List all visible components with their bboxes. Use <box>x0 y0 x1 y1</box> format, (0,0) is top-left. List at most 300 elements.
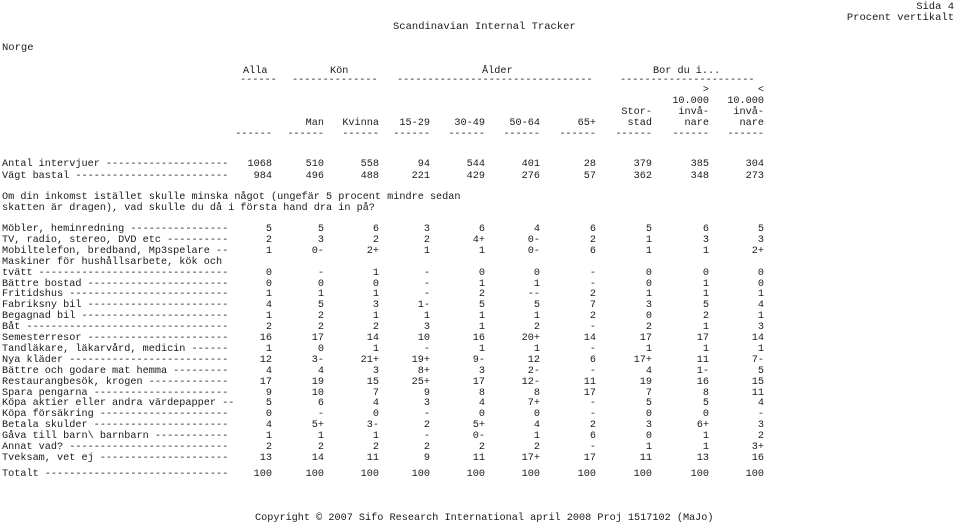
table-row-cell: 1- <box>696 365 709 377</box>
table-row-cell: - <box>423 343 430 355</box>
table-row-cell: 1 <box>478 311 485 323</box>
base-row-cell: 385 <box>690 159 709 170</box>
column-rule-1: ------ <box>287 129 324 140</box>
table-row-cell: 5 <box>757 224 764 235</box>
table-row-cell: 3+ <box>751 442 764 453</box>
base-row-cell: 429 <box>466 171 485 182</box>
table-row-cell: 10 <box>311 387 324 399</box>
table-row-cell: 2 <box>317 311 324 323</box>
table-row-cell: 4 <box>645 365 652 377</box>
table-row-cell: 8+ <box>417 365 430 377</box>
table-row-cell: 0- <box>472 431 485 443</box>
table-row-cell: 1 <box>478 343 485 355</box>
group-rule-alla: ------ <box>240 75 277 86</box>
table-row-cell: 3 <box>645 420 652 432</box>
table-row-cell: 3 <box>757 420 764 432</box>
table-row-cell: 1 <box>265 311 272 323</box>
total-row-cell: 100 <box>577 469 596 480</box>
column-header-7-line-4: stad <box>627 118 652 129</box>
table-row-label: Tandläkare, läkarvård, medicin ------ <box>2 343 229 355</box>
table-row-cell: 3 <box>423 398 430 410</box>
table-row-cell: 15 <box>751 376 764 388</box>
table-row-label: Gåva till barn\ barnbarn ------------ <box>2 431 229 443</box>
table-row-cell: 1 <box>372 311 379 323</box>
table-row-label: Semesterresor ----------------------- <box>2 333 229 344</box>
group-rule-bor: ---------------------- <box>620 75 755 86</box>
table-row-cell: 2 <box>589 234 596 246</box>
table-row-cell: 6 <box>372 224 379 235</box>
column-header-9-line-4: nare <box>739 118 764 129</box>
table-row-cell: 19+ <box>411 354 430 366</box>
table-row-cell: 1 <box>478 245 485 257</box>
column-rule-8: ------ <box>672 129 709 140</box>
base-row-cell: 558 <box>360 159 379 170</box>
table-row-cell: 3- <box>366 420 379 432</box>
table-row-cell: 1 <box>317 289 324 301</box>
table-row-cell: 19 <box>311 376 324 388</box>
table-row-cell: 2 <box>372 442 379 453</box>
table-row-cell: 17 <box>696 333 709 344</box>
table-row-cell: 3 <box>372 300 379 312</box>
table-row-cell: 4+ <box>472 234 485 246</box>
table-row-cell: 3 <box>423 224 430 235</box>
unit-label: Procent vertikalt <box>846 12 954 24</box>
table-row-label: TV, radio, stereo, DVD etc ---------- <box>2 234 229 246</box>
page-number: Sida 4 <box>916 1 954 13</box>
table-row-cell: 7- <box>751 354 764 366</box>
total-row-cell: 100 <box>633 469 652 480</box>
table-row-cell: 9 <box>423 387 430 399</box>
table-row-cell: 5 <box>265 224 272 235</box>
table-row-cell: 0- <box>311 245 324 257</box>
base-row-cell: 273 <box>745 171 764 182</box>
table-row-cell: 6 <box>589 354 596 366</box>
table-row-cell: 6 <box>589 224 596 235</box>
table-row-cell: 3 <box>702 234 709 246</box>
table-row-label: Köpa försäkring --------------------- <box>2 409 229 421</box>
table-row-label: tvätt ------------------------------- <box>2 267 229 279</box>
table-row-cell: 1 <box>265 431 272 443</box>
total-row-cell: 100 <box>360 469 379 480</box>
table-row-cell: 16 <box>472 333 485 344</box>
table-row-cell: 14 <box>751 333 764 344</box>
total-row-label: Totalt ------------------------------ <box>2 469 229 480</box>
table-row-cell: 17 <box>311 333 324 344</box>
table-row-cell: 2 <box>265 322 272 334</box>
table-row-cell: 4 <box>757 398 764 410</box>
table-row-cell: 17 <box>639 333 652 344</box>
column-header-9-line-3: invå- <box>733 107 764 118</box>
table-row-cell: 12- <box>521 376 540 388</box>
table-row-cell: - <box>589 322 596 334</box>
table-row-cell: -- <box>527 289 540 301</box>
table-row-cell: 17 <box>583 452 596 464</box>
table-row-cell: 14 <box>311 452 324 464</box>
table-row-cell: 9- <box>472 354 485 366</box>
base-row-cell: 94 <box>417 159 430 170</box>
table-row-cell: - <box>589 343 596 355</box>
table-row-cell: 9 <box>265 387 272 399</box>
group-kon: Kön <box>330 66 349 77</box>
table-row-cell: - <box>757 409 764 421</box>
column-header-3-line-4: 15-29 <box>399 118 430 129</box>
table-row-cell: 0 <box>317 343 324 355</box>
table-row-cell: 1 <box>702 289 709 301</box>
table-row-label: Båt --------------------------------- <box>2 322 229 334</box>
table-row-cell: 25+ <box>411 376 430 388</box>
table-row-label: Bättre bostad ----------------------- <box>2 278 229 290</box>
group-rule-alder: -------------------------------- <box>397 75 593 86</box>
table-row-cell: 1 <box>645 245 652 257</box>
table-row-cell: 5 <box>702 398 709 410</box>
table-row-cell: 1 <box>533 431 540 443</box>
column-header-8-line-4: nare <box>684 118 709 129</box>
table-row-cell: 5 <box>317 300 324 312</box>
base-row-cell: 304 <box>745 159 764 170</box>
table-row-cell: 1 <box>372 431 379 443</box>
total-row-cell: 100 <box>690 469 709 480</box>
table-row-cell: 0 <box>645 409 652 421</box>
table-row-cell: 4 <box>533 420 540 432</box>
table-row-cell: 2 <box>645 322 652 334</box>
table-row-cell: 2 <box>589 311 596 323</box>
base-row-cell: 379 <box>633 159 652 170</box>
base-row-cell: 57 <box>583 171 596 182</box>
report-title: Scandinavian Internal Tracker <box>393 21 576 33</box>
table-row-cell: 0 <box>645 431 652 443</box>
base-row-cell: 984 <box>253 171 272 182</box>
column-rule-4: ------ <box>448 129 485 140</box>
table-row-cell: - <box>423 431 430 443</box>
table-row-cell: 0 <box>478 409 485 421</box>
table-row-cell: 2 <box>589 420 596 432</box>
total-row-cell: 100 <box>466 469 485 480</box>
table-row-cell: 0 <box>702 409 709 421</box>
table-row-cell: 15 <box>366 376 379 388</box>
country-label: Norge <box>2 42 34 54</box>
table-row-cell: 13 <box>696 452 709 464</box>
base-row-cell: 221 <box>411 171 430 182</box>
table-row-cell: 2 <box>317 442 324 453</box>
table-row-cell: 1 <box>423 245 430 257</box>
base-row-cell: 362 <box>633 171 652 182</box>
table-row-cell: 0 <box>372 409 379 421</box>
table-row-cell: 1 <box>372 343 379 355</box>
table-row-cell: 2 <box>478 289 485 301</box>
table-row-label: Fabriksny bil ----------------------- <box>2 300 229 312</box>
table-row-cell: - <box>589 442 596 453</box>
table-row-cell: 3 <box>757 322 764 334</box>
table-row-label: Begagnad bil ------------------------ <box>2 311 229 323</box>
table-row-cell: - <box>423 278 430 290</box>
base-row-cell: 544 <box>466 159 485 170</box>
table-row-cell: 11 <box>366 452 379 464</box>
group-alla: Alla <box>243 66 268 77</box>
table-row-cell: 0 <box>645 278 652 290</box>
table-row-cell: 0 <box>533 409 540 421</box>
table-row-cell: 20+ <box>521 333 540 344</box>
base-row-label: Vägt bastal ------------------------- <box>2 171 229 182</box>
table-row-cell: 1 <box>702 343 709 355</box>
table-row-cell: 7 <box>372 387 379 399</box>
total-row-cell: 100 <box>411 469 430 480</box>
table-row-cell: 4 <box>317 365 324 377</box>
base-row-cell: 496 <box>305 171 324 182</box>
column-header-8-line-2: 10.000 <box>672 96 709 107</box>
table-row-cell: 11 <box>696 354 709 366</box>
table-row-cell: 5 <box>265 398 272 410</box>
table-row-cell: 0 <box>645 267 652 279</box>
column-header-9-line-2: 10.000 <box>727 96 764 107</box>
base-row-cell: 488 <box>360 171 379 182</box>
table-row-label: Mobiltelefon, bredband, Mp3spelare -- <box>2 245 229 257</box>
base-row-cell: 348 <box>690 171 709 182</box>
table-row-cell: 11 <box>583 376 596 388</box>
table-row-cell: 3 <box>423 322 430 334</box>
table-row-cell: 2 <box>423 234 430 246</box>
table-row-cell: 3- <box>311 354 324 366</box>
table-row-label: Fritidshus -------------------------- <box>2 289 229 301</box>
table-row-cell: 2+ <box>366 245 379 257</box>
table-row-cell: 17+ <box>633 354 652 366</box>
table-row-cell: 1 <box>702 278 709 290</box>
table-row-cell: 1 <box>702 431 709 443</box>
table-row-cell: - <box>589 398 596 410</box>
table-row-cell: 1 <box>478 322 485 334</box>
table-row-cell: 3 <box>372 365 379 377</box>
table-row-cell: 4 <box>265 300 272 312</box>
table-row-cell: 1 <box>265 289 272 301</box>
table-row-cell: 10 <box>417 333 430 344</box>
table-row-cell: 11 <box>639 452 652 464</box>
table-row-cell: 1 <box>757 311 764 323</box>
table-row-cell: 5 <box>645 398 652 410</box>
table-row-cell: 17 <box>259 376 272 388</box>
table-row-cell: 1 <box>265 245 272 257</box>
table-row-cell: 4 <box>265 365 272 377</box>
table-row-cell: 12 <box>527 354 540 366</box>
table-row-cell: 0 <box>702 267 709 279</box>
table-row-cell: 7+ <box>527 398 540 410</box>
table-row-cell: 8 <box>478 387 485 399</box>
table-row-cell: 5 <box>478 300 485 312</box>
table-row-label: Nya kläder -------------------------- <box>2 354 229 366</box>
table-row-cell: 0 <box>645 311 652 323</box>
column-header-2-line-4: Kvinna <box>342 118 379 129</box>
total-row-cell: 100 <box>253 469 272 480</box>
table-row-cell: 0 <box>757 278 764 290</box>
table-row-cell: - <box>423 289 430 301</box>
column-header-8-line-3: invå- <box>678 107 709 118</box>
table-row-cell: 1- <box>417 300 430 312</box>
table-row-cell: 3 <box>645 300 652 312</box>
table-row-cell: 4 <box>372 398 379 410</box>
column-header-1-line-4: Man <box>305 118 324 129</box>
group-alder: Ålder <box>482 66 513 77</box>
table-row-cell: 5 <box>702 300 709 312</box>
table-row-cell: 2 <box>533 442 540 453</box>
column-rule-2: ------ <box>342 129 379 140</box>
table-row-label: Bättre och godare mat hemma --------- <box>2 365 229 377</box>
table-row-cell: 1 <box>645 289 652 301</box>
table-row-cell: 21+ <box>360 354 379 366</box>
table-row-cell: 6 <box>702 224 709 235</box>
table-row-cell: 2 <box>702 311 709 323</box>
table-row-label: Tveksam, vet ej --------------------- <box>2 452 229 464</box>
group-bor: Bor du i... <box>653 66 721 77</box>
table-row-cell: 19 <box>639 376 652 388</box>
table-row-cell: 0 <box>533 267 540 279</box>
column-rule-6: ------ <box>559 129 596 140</box>
table-row-cell: 5 <box>645 224 652 235</box>
table-row-cell: 3 <box>478 365 485 377</box>
table-row-cell: 1 <box>645 343 652 355</box>
total-row-cell: 100 <box>745 469 764 480</box>
table-row-cell: 17 <box>583 387 596 399</box>
table-row-cell: 4 <box>533 224 540 235</box>
table-row-cell: 2+ <box>751 245 764 257</box>
table-row-cell: 0- <box>527 245 540 257</box>
column-rule-7: ------ <box>615 129 652 140</box>
table-row-cell: 13 <box>259 452 272 464</box>
table-row-label: Maskiner för hushållsarbete, kök och <box>2 256 223 268</box>
table-row-cell: 7 <box>589 300 596 312</box>
table-row-cell: 2 <box>317 322 324 334</box>
table-row-cell: 0 <box>478 267 485 279</box>
base-row-cell: 510 <box>305 159 324 170</box>
column-header-4-line-4: 30-49 <box>454 118 485 129</box>
table-row-cell: 2- <box>527 365 540 377</box>
table-row-cell: - <box>589 278 596 290</box>
total-row-cell: 100 <box>521 469 540 480</box>
table-row-cell: - <box>423 409 430 421</box>
table-row-cell: 1 <box>533 343 540 355</box>
table-row-cell: 6+ <box>696 420 709 432</box>
table-row-cell: 4 <box>265 420 272 432</box>
table-row-cell: 1 <box>757 343 764 355</box>
table-row-cell: 2 <box>372 234 379 246</box>
question-line-1: Om din inkomst istället skulle minska något (ungefär 5 procent mindre sedan <box>2 192 461 203</box>
table-row-cell: 14 <box>583 333 596 344</box>
table-row-cell: 0 <box>372 278 379 290</box>
column-header-6-line-4: 65+ <box>577 118 596 129</box>
table-row-cell: 2 <box>265 234 272 246</box>
table-row-cell: 1 <box>533 311 540 323</box>
table-row-cell: - <box>589 365 596 377</box>
column-header-5-line-4: 50-64 <box>509 118 540 129</box>
table-row-cell: 4 <box>757 300 764 312</box>
table-row-cell: 1 <box>423 311 430 323</box>
table-row-label: Betala skulder ---------------------- <box>2 420 229 432</box>
base-row-cell: 276 <box>521 171 540 182</box>
total-row-cell: 100 <box>305 469 324 480</box>
table-row-cell: 1 <box>645 442 652 453</box>
table-row-cell: 16 <box>259 333 272 344</box>
table-row-cell: 1 <box>702 442 709 453</box>
table-row-cell: 17 <box>472 376 485 388</box>
group-rule-kon: -------------- <box>292 75 378 86</box>
table-row-cell: 1 <box>372 289 379 301</box>
table-row-cell: 2 <box>533 322 540 334</box>
table-row-cell: 1 <box>757 289 764 301</box>
table-row-cell: 0 <box>265 409 272 421</box>
column-rule-3: ------ <box>393 129 430 140</box>
table-row-cell: 1 <box>702 322 709 334</box>
table-row-label: Spara pengarna ---------------------- <box>2 387 229 399</box>
table-row-cell: 1 <box>265 343 272 355</box>
column-rule-0: ------ <box>235 129 272 140</box>
table-row-cell: 1 <box>317 431 324 443</box>
table-row-cell: 12 <box>259 354 272 366</box>
table-row-cell: 14 <box>366 333 379 344</box>
base-row-cell: 28 <box>583 159 596 170</box>
table-row-cell: 1 <box>533 278 540 290</box>
base-row-cell: 1068 <box>247 159 272 170</box>
table-row-cell: - <box>589 409 596 421</box>
table-row-cell: 11 <box>472 452 485 464</box>
table-row-cell: 11 <box>751 387 764 399</box>
table-row-cell: 2 <box>265 442 272 453</box>
table-row-cell: 6 <box>589 431 596 443</box>
table-row-cell: 1 <box>478 278 485 290</box>
base-row-cell: 401 <box>521 159 540 170</box>
column-rule-9: ------ <box>727 129 764 140</box>
table-row-cell: 1 <box>645 234 652 246</box>
table-row-cell: 0 <box>317 278 324 290</box>
table-row-cell: 0- <box>527 234 540 246</box>
table-row-cell: 2 <box>478 442 485 453</box>
table-row-cell: 8 <box>533 387 540 399</box>
table-row-cell: 2 <box>423 420 430 432</box>
table-row-cell: - <box>423 267 430 279</box>
table-row-cell: 3 <box>757 234 764 246</box>
table-row-label: Möbler, heminredning ---------------- <box>2 224 229 235</box>
table-row-cell: 5 <box>317 224 324 235</box>
table-row-cell: 6 <box>317 398 324 410</box>
table-row-cell: 1 <box>372 267 379 279</box>
table-row-cell: 5+ <box>472 420 485 432</box>
table-row-cell: 8 <box>702 387 709 399</box>
table-row-cell: 2 <box>423 442 430 453</box>
table-row-cell: 16 <box>696 376 709 388</box>
table-row-cell: 9 <box>423 452 430 464</box>
table-row-cell: 4 <box>478 398 485 410</box>
table-row-cell: 7 <box>645 387 652 399</box>
table-row-cell: 5 <box>757 365 764 377</box>
column-header-9-line-1: < <box>757 85 764 96</box>
table-row-cell: 6 <box>589 245 596 257</box>
table-row-cell: 5+ <box>311 420 324 432</box>
table-row-cell: 5 <box>533 300 540 312</box>
table-row-cell: 2 <box>372 322 379 334</box>
table-row-cell: 0 <box>757 267 764 279</box>
table-row-cell: - <box>317 409 324 421</box>
column-rule-5: ------ <box>503 129 540 140</box>
copyright-footer: Copyright © 2007 Sifo Research International april 2008 Proj 1517102 (MaJo) <box>255 513 714 524</box>
table-row-cell: 2 <box>757 431 764 443</box>
table-row-cell: 3 <box>317 234 324 246</box>
column-header-8-line-1: > <box>702 85 709 96</box>
table-row-cell: - <box>317 267 324 279</box>
table-row-cell: 0 <box>265 278 272 290</box>
table-row-cell: 2 <box>589 289 596 301</box>
table-row-label: Restaurangbesök, krogen ------------- <box>2 376 229 388</box>
table-row-cell: 17+ <box>521 452 540 464</box>
table-row-cell: 6 <box>478 224 485 235</box>
table-row-cell: 1 <box>702 245 709 257</box>
column-header-7-line-3: Stor- <box>621 107 652 118</box>
table-row-cell: 0 <box>265 267 272 279</box>
